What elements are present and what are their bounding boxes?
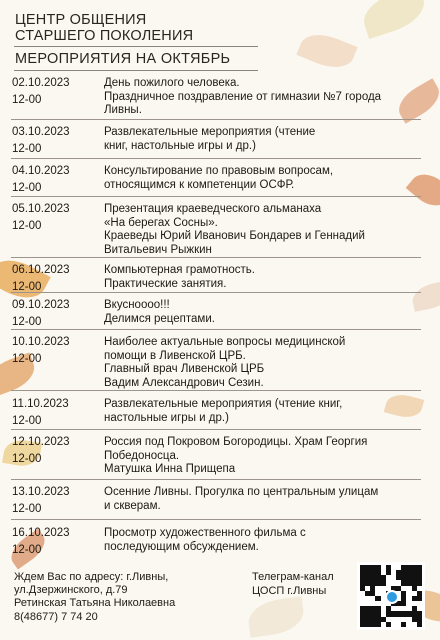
event-datetime (12, 486, 98, 519)
event-description-line: Вкуснoooo!!! (104, 299, 170, 311)
event-divider (11, 479, 421, 480)
event-datetime (12, 436, 98, 469)
event-date: 05.10.2023 (12, 203, 70, 215)
event-divider (11, 196, 421, 197)
header-divider (14, 46, 258, 47)
event-time: 12-00 (12, 142, 42, 155)
event-description-line: Презентация краеведческого альманаха (104, 203, 322, 215)
event-description-line: Витальевич Рыжкин (104, 243, 212, 256)
telegram-channel-label (252, 571, 362, 598)
event-description-line: «На берегах Сосны». (104, 216, 218, 229)
qr-module (417, 622, 422, 627)
leaf-decoration-icon (358, 0, 430, 39)
event-time: 12-00 (12, 502, 42, 515)
event-description-line: Практические занятия. (104, 277, 227, 290)
event-description-line: Матушка Инна Прищепа (104, 463, 236, 475)
title-divider (14, 70, 258, 71)
event-description-line: Праздничное поздравление от гимназии №7 города (104, 90, 382, 103)
event-date: 09.10.2023 (12, 299, 70, 311)
event-description (104, 299, 422, 326)
event-description-line: Развлекательные мероприятия (чтение (104, 126, 316, 138)
event-time: 12-00 (12, 219, 42, 232)
event-datetime (12, 527, 98, 560)
event-description-line: Россия под Покровом Богородицы. Храм Георгия (104, 436, 368, 448)
event-description (104, 398, 422, 425)
qr-code-icon[interactable] (357, 562, 425, 630)
event-time: 12-00 (12, 93, 42, 106)
organization-title-line: ЦЕНТР ОБЩЕНИЯ (15, 12, 147, 28)
contact-name: Ретинская Татьяна Николаевна (14, 597, 176, 610)
event-description (104, 527, 422, 554)
event-description-line: День пожилого человека. (104, 77, 240, 89)
event-datetime (12, 77, 98, 110)
event-description-line: Развлекательные мероприятия (чтение книг, (104, 398, 343, 410)
event-description (104, 203, 422, 257)
telegram-line: ЦОСП г.Ливны (252, 584, 327, 597)
event-datetime (12, 126, 98, 159)
event-time: 12-00 (12, 452, 42, 465)
event-time: 12-00 (12, 280, 42, 293)
event-datetime (12, 165, 98, 198)
address-line: Ждем Вас по адресу: г.Ливны, (14, 571, 169, 583)
event-datetime (12, 398, 98, 431)
event-description-line: Консультирование по правовым вопросам, (104, 165, 334, 177)
event-time: 12-00 (12, 414, 42, 427)
event-date: 06.10.2023 (12, 264, 70, 276)
event-description-line: Ливны. (104, 104, 142, 116)
leaf-decoration-icon (296, 27, 357, 75)
event-description (104, 436, 422, 477)
event-divider (11, 119, 421, 120)
organization-title (15, 12, 265, 44)
event-date: 16.10.2023 (12, 527, 70, 539)
phone-number: 8(48677) 7 74 20 (14, 610, 98, 623)
page-title: МЕРОПРИЯТИЯ НА ОКТЯБРЬ (15, 51, 231, 67)
event-date: 10.10.2023 (12, 336, 70, 348)
event-description (104, 336, 422, 390)
event-description-line: Осенние Ливны. Прогулка по центральным улицам (104, 486, 379, 498)
event-description (104, 264, 422, 291)
event-description (104, 126, 422, 153)
event-description-line: Делимся рецептами. (104, 312, 215, 325)
event-description-line: Просмотр художественного фильма с (104, 527, 306, 539)
event-datetime (12, 336, 98, 369)
address-block (14, 571, 254, 624)
event-description (104, 486, 422, 513)
event-divider (11, 390, 421, 391)
event-description (104, 165, 422, 192)
address-line: ул.Дзержинского, д.79 (14, 584, 128, 597)
event-date: 12.10.2023 (12, 436, 70, 448)
event-description-line: Вадим Александрович Сезин. (104, 376, 264, 389)
event-description-line: Главный врач Ливенской ЦРБ (104, 363, 265, 375)
event-date: 02.10.2023 (12, 77, 70, 89)
event-datetime (12, 203, 98, 236)
event-divider (11, 158, 421, 159)
event-time: 12-00 (12, 315, 42, 328)
event-datetime (12, 299, 98, 332)
event-description-line: относящимся к компетенции ОСФР. (104, 178, 295, 191)
telegram-icon (385, 590, 399, 604)
event-description-line: последующим обсуждением. (104, 540, 259, 553)
leaf-decoration-icon (246, 596, 306, 637)
organization-title-line: СТАРШЕГО ПОКОЛЕНИЯ (15, 28, 194, 44)
event-divider (11, 429, 421, 430)
event-divider (11, 329, 421, 330)
event-description-line: и скверам. (104, 499, 161, 512)
event-description-line: Наиболее актуальные вопросы медицинской (104, 336, 346, 348)
event-description (104, 77, 422, 118)
event-divider (11, 292, 421, 293)
event-divider (11, 519, 421, 520)
event-description-line: помощи в Ливенской ЦРБ. (104, 349, 246, 362)
telegram-line: Телеграм-канал (252, 571, 334, 583)
event-divider (11, 257, 421, 258)
event-time: 12-00 (12, 543, 42, 556)
event-date: 11.10.2023 (12, 398, 69, 410)
event-description-line: Победоносца. (104, 449, 180, 462)
event-time: 12-00 (12, 352, 42, 365)
event-description-line: Компьютерная грамотность. (104, 264, 255, 276)
event-description-line: книг, настольные игры и др.) (104, 139, 256, 152)
event-description-line: настольные игры и др.) (104, 411, 229, 424)
event-date: 04.10.2023 (12, 165, 70, 177)
event-date: 13.10.2023 (12, 486, 70, 498)
event-time: 12-00 (12, 181, 42, 194)
event-date: 03.10.2023 (12, 126, 70, 138)
event-description-line: Краеведы Юрий Иванович Бондарев и Геннадий (104, 230, 365, 242)
